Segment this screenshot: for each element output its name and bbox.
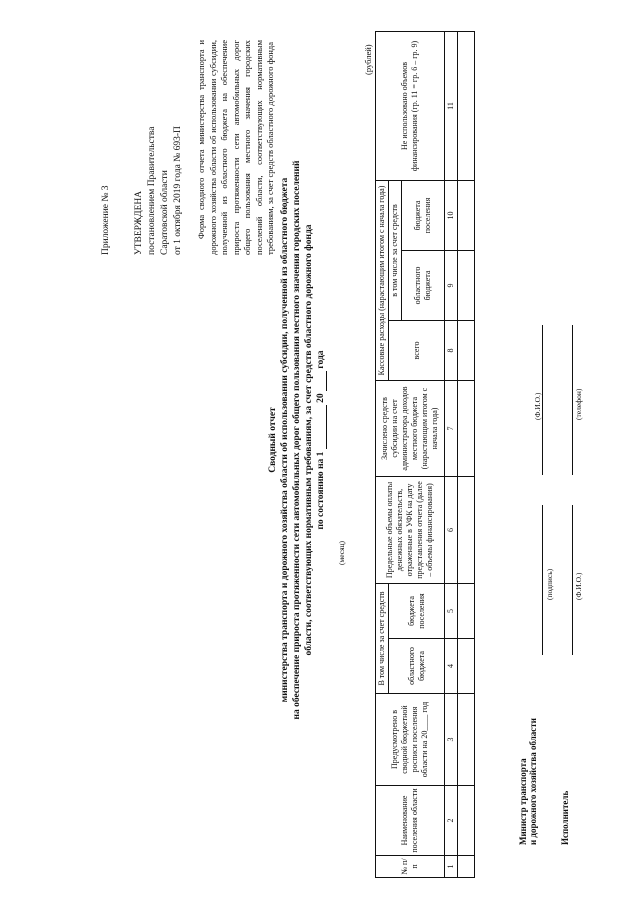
year-blank — [316, 371, 327, 391]
report-table — [375, 31, 475, 878]
table-cell — [458, 320, 475, 380]
header-c6: Предельные объемы оплаты денежных обязательств, отраженные в УФК на дату представления отчета (далее – объемы финансирования) — [376, 476, 445, 583]
form-caption-text: Форма сводного отчета министерства транспорта и дорожного хозяйства области об использовании субсидии, полученной из областного бюджета на обеспечение прироста протяженности сети автомобильных дорог общего пользования местного значения городских поселений области, соответствующих нормативным требованиям, за счет средств областного дорожного фонда — [196, 40, 275, 255]
col-number: 4 — [445, 639, 458, 694]
table-cell — [458, 786, 475, 856]
approved-label: УТВЕРЖДЕНА — [134, 190, 144, 255]
month-caption: (месяц) — [337, 540, 346, 565]
header-c8: всего — [389, 320, 445, 380]
appendix-block — [100, 35, 185, 255]
table-cell — [458, 639, 475, 694]
column-number-row — [445, 31, 458, 877]
title-line-5 — [315, 45, 327, 835]
table-cell — [458, 380, 475, 476]
col-number: 11 — [445, 31, 458, 180]
minister-label — [518, 718, 538, 845]
appendix-number: Приложение № 3 — [101, 185, 111, 255]
title-line-3: на обеспечение прироста протяженности сети автомобильных дорог общего пользования местного значения городских поселений — [292, 160, 302, 720]
form-caption — [196, 40, 277, 255]
header-c10: бюджета поселения — [402, 180, 445, 250]
title-date-suffix: года — [316, 350, 326, 369]
col-number: 1 — [445, 856, 458, 878]
header-row-1 — [376, 31, 389, 877]
executor-label: Исполнитель — [560, 790, 570, 845]
executor-name-caption: (Ф.И.О.) — [574, 572, 583, 600]
minister-name-caption: (Ф.И.О.) — [533, 392, 542, 420]
units-label: (рублей) — [363, 44, 373, 75]
table-cell — [458, 694, 475, 786]
header-c3: Предусмотрено в сводной бюджетной росписи поселения области на 20____ год — [376, 694, 445, 786]
title-line-1: Сводный отчет — [268, 407, 278, 473]
phone-line — [571, 325, 573, 475]
header-c45-group: В том числе за счет средств — [376, 583, 389, 693]
col-number: 5 — [445, 583, 458, 638]
header-c7: Зачислено средств субсидии на счет администратора доходов местного бюджета (нарастающим итогом с начала года) — [376, 380, 445, 476]
approved-line-3: от 1 октября 2019 года № 693-П — [173, 126, 183, 255]
col-number: 10 — [445, 180, 458, 250]
table-cell — [458, 250, 475, 320]
header-c1: № п/п — [376, 856, 445, 878]
signature-line — [541, 505, 543, 655]
title-date-prefix: по состоянию на 1 — [316, 451, 326, 530]
col-number: 8 — [445, 320, 458, 380]
table-cell — [458, 31, 475, 180]
col-number: 9 — [445, 250, 458, 320]
header-c910-group: в том числе за счет средств — [389, 180, 402, 320]
col-number: 7 — [445, 380, 458, 476]
table-cell — [458, 180, 475, 250]
month-blank — [316, 405, 327, 449]
table-cell — [458, 856, 475, 878]
table-row — [458, 31, 475, 877]
col-number: 6 — [445, 476, 458, 583]
header-c4: областного бюджета — [389, 639, 445, 694]
phone-caption: (телефон) — [574, 388, 583, 420]
col-number: 2 — [445, 786, 458, 856]
minister-line-1: Министр транспорта — [518, 758, 528, 845]
executor-name-line — [571, 505, 573, 655]
header-c8-10-group: Кассовые расходы (нарастающим итогом с начала года) — [376, 180, 389, 380]
table-cell — [458, 476, 475, 583]
approved-line-1: постановлением Правительства — [147, 126, 157, 255]
header-c11: Не использовано объемов финансирования (гр. 11 = гр. 6 – гр. 9) — [376, 31, 445, 180]
report-title — [267, 45, 327, 835]
col-number: 3 — [445, 694, 458, 786]
title-line-2: министерства транспорта и дорожного хозяйства области об использовании субсидии, полученной из областного бюджета — [280, 177, 290, 703]
header-c2: Наименование поселения области — [376, 786, 445, 856]
header-c9: областного бюджета — [402, 250, 445, 320]
title-year-prefix: 20 — [316, 393, 326, 403]
title-line-4: области, соответствующих нормативным требованиям, за счет средств областного дорожного фонда — [304, 224, 314, 656]
approved-line-2: Саратовской области — [160, 170, 170, 255]
header-c5: бюджета поселения — [389, 583, 445, 638]
minister-line-2: и дорожного хозяйства области — [528, 718, 538, 845]
signature-caption: (подпись) — [545, 568, 554, 600]
table-cell — [458, 583, 475, 638]
